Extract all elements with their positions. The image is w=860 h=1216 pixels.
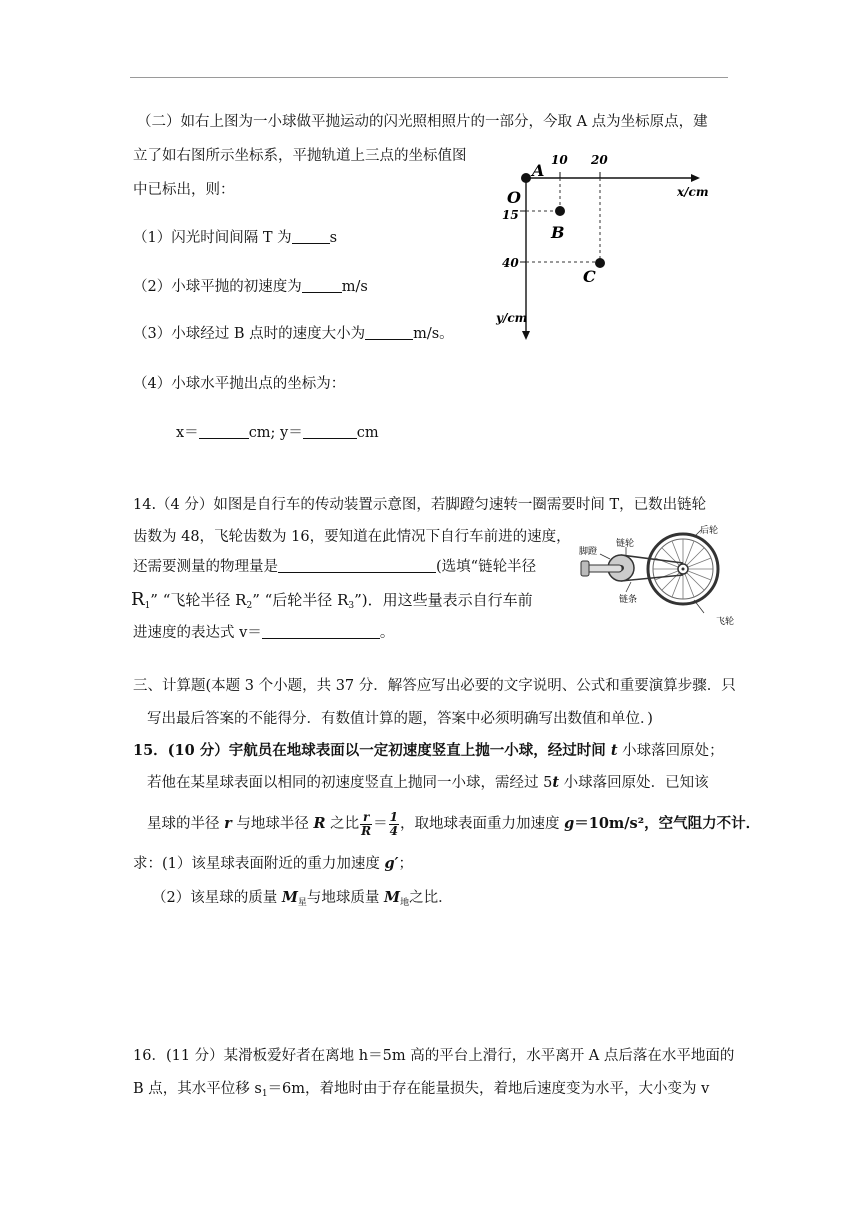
ratio-value-fraction bbox=[389, 811, 399, 838]
answer-blank-t[interactable] bbox=[292, 229, 330, 244]
q15-line-1 bbox=[133, 741, 724, 761]
r1-symbol: R bbox=[131, 589, 145, 610]
q16-line-1: 16．(11 分）某滑板爱好者在离地 h＝5m 高的平台上滑行，水平离开 A 点后落在水平地面的 bbox=[133, 1048, 735, 1064]
q14-line-5 bbox=[133, 623, 394, 643]
q14-line-3 bbox=[133, 557, 536, 577]
answer-blank-v[interactable] bbox=[262, 624, 380, 639]
y-tick-15: 15 bbox=[502, 208, 519, 222]
q15-line-1-b: 小球落回原处； bbox=[617, 743, 724, 759]
q15-line-3 bbox=[147, 808, 760, 840]
x-tick-10: 10 bbox=[551, 153, 568, 167]
q15-m-star-symbol: M bbox=[281, 889, 298, 906]
question-1-text: （1）闪光时间间隔 T 为 bbox=[133, 230, 292, 246]
section-3-heading: 三、计算题(本题 3 个小题，共 37 分．解答应写出必要的文字说明、公式和重要演算步骤．只 bbox=[133, 678, 736, 694]
y-tick-40: 40 bbox=[502, 256, 519, 270]
point-a-dot bbox=[521, 173, 531, 183]
question-4: （4）小球水平抛出点的坐标为： bbox=[133, 376, 346, 392]
q15-line-4-a: 求：(1）该星球表面附近的重力加速度 bbox=[133, 856, 385, 872]
q15-equals: ＝ bbox=[373, 816, 388, 832]
q15-line-3-b: 与地球半径 bbox=[231, 816, 314, 832]
part2-intro-line-3: 中已标出，则： bbox=[133, 182, 235, 198]
label-flywheel: 飞轮 bbox=[716, 617, 735, 627]
answer-blank-x[interactable] bbox=[199, 424, 249, 439]
fraction-denominator: R bbox=[361, 823, 372, 838]
q15-line-3-c: 之比 bbox=[325, 816, 360, 832]
q14-option-flywheel: ” “飞轮半径 R bbox=[150, 591, 247, 609]
x-axis-label: x/cm bbox=[677, 185, 709, 199]
q15-line-1-a: 15．(10 分）宇航员在地球表面以一定初速度竖直上抛一小球，经过时间 bbox=[133, 742, 611, 759]
fraction-4-denominator: 4 bbox=[389, 823, 398, 838]
q16-line-2-b: ＝6m，着地时由于存在能量损失，着地后速度变为水平，大小变为 v bbox=[267, 1081, 710, 1097]
q15-line-3-e: ＝10m/s²，空气阻力不计． bbox=[574, 815, 761, 832]
q15-m-star-subscript: 星 bbox=[297, 898, 307, 908]
part2-intro-line-1: （二）如右上图为一小球做平抛运动的闪光照相照片的一部分，今取 A 点为坐标原点，建 bbox=[137, 114, 708, 130]
q15-r-symbol: r bbox=[224, 815, 232, 832]
question-2-text: （2）小球平抛的初速度为 bbox=[133, 279, 302, 295]
r1-subscript: 1 bbox=[144, 601, 151, 611]
x-label: x＝ bbox=[176, 425, 199, 441]
question-3 bbox=[133, 324, 454, 344]
label-rear-wheel: 后轮 bbox=[700, 526, 719, 536]
point-c-dot bbox=[595, 258, 605, 268]
part2-intro-line-2: 立了如右图所示坐标系，平抛轨道上三点的坐标值图 bbox=[133, 148, 467, 164]
q15-line-5-b: 与地球质量 bbox=[306, 890, 385, 906]
q15-g-prime-symbol: g′ bbox=[384, 855, 399, 872]
question-3-unit: m/s。 bbox=[413, 326, 454, 342]
q15-line-3-d: ，取地球表面重力加速度 bbox=[399, 816, 565, 832]
q14-line-5-end: 。 bbox=[379, 625, 395, 641]
question-1-unit: s bbox=[329, 230, 338, 246]
q15-line-4-b: ； bbox=[398, 856, 413, 872]
q15-line-3-a: 星球的半径 bbox=[147, 816, 225, 832]
point-b-label: B bbox=[551, 223, 565, 242]
q15-line-2 bbox=[147, 773, 709, 793]
q15-m-earth-symbol: M bbox=[384, 889, 401, 906]
q15-line-5 bbox=[152, 888, 453, 913]
q15-line-2-a: 若他在某星球表面以相同的初速度竖直上抛同一小球，需经过 5 bbox=[147, 775, 553, 791]
label-pedal: 脚蹬 bbox=[579, 547, 598, 557]
question-3-text: （3）小球经过 B 点时的速度大小为 bbox=[133, 326, 366, 342]
y-unit: cm bbox=[356, 425, 379, 441]
x-unit-y-label: cm; y＝ bbox=[248, 425, 303, 441]
q15-line-2-b: 小球落回原处．已知该 bbox=[559, 775, 709, 791]
q15-5t-symbol: t bbox=[552, 774, 560, 791]
section-3-instructions: 写出最后答案的不能得分．有数值计算的题，答案中必须明确写出数值和单位．) bbox=[147, 711, 653, 727]
fraction-1-numerator: 1 bbox=[389, 809, 398, 824]
answer-blank-quantity[interactable] bbox=[278, 558, 436, 573]
q14-option-rear: ” “后轮半径 R bbox=[252, 591, 349, 609]
x-tick-20: 20 bbox=[591, 153, 608, 167]
q14-line-2: 齿数为 48，飞轮齿数为 16，要知道在此情况下自行车前进的速度， bbox=[133, 529, 571, 545]
answer-blank-y[interactable] bbox=[303, 424, 357, 439]
fraction-numerator: r bbox=[360, 811, 372, 825]
q16-line-2-a: B 点，其水平位移 s bbox=[133, 1081, 262, 1097]
q15-R-symbol: R bbox=[313, 815, 326, 832]
point-a-label: A bbox=[532, 161, 545, 180]
q16-s1-subscript: 1 bbox=[261, 1089, 268, 1099]
q15-line-5-c: 之比． bbox=[409, 890, 453, 906]
q14-line-5-text: 进速度的表达式 v＝ bbox=[133, 625, 262, 641]
y-axis-label: y/cm bbox=[496, 311, 528, 325]
bicycle-drive-figure bbox=[576, 518, 746, 630]
q14-line-4 bbox=[131, 590, 533, 616]
q15-g-symbol: g bbox=[564, 815, 575, 832]
header-rule bbox=[130, 77, 728, 78]
coordinate-graph bbox=[490, 148, 720, 348]
q15-line-5-a: （2）该星球的质量 bbox=[152, 890, 282, 906]
radius-ratio-fraction bbox=[360, 811, 372, 838]
answer-blank-vb[interactable] bbox=[365, 325, 413, 340]
q16-line-2 bbox=[133, 1079, 709, 1104]
question-2 bbox=[133, 277, 368, 297]
question-1 bbox=[133, 228, 337, 248]
q14-line-1: 14.（4 分）如图是自行车的传动装置示意图，若脚蹬匀速转一圈需要时间 T，已数出链轮 bbox=[133, 497, 707, 513]
q15-m-earth-subscript: 地 bbox=[400, 898, 410, 908]
answer-blank-v0[interactable] bbox=[302, 278, 342, 293]
q14-line-3-text: 还需要测量的物理量是 bbox=[133, 559, 278, 575]
origin-label: O bbox=[507, 188, 521, 207]
q15-line-4 bbox=[133, 854, 413, 874]
label-chainring: 链轮 bbox=[616, 539, 635, 549]
label-chain: 链条 bbox=[619, 595, 638, 605]
r3-subscript: 3 bbox=[348, 601, 355, 611]
r2-subscript: 2 bbox=[246, 601, 253, 611]
question-2-unit: m/s bbox=[341, 279, 368, 295]
question-4-answers bbox=[176, 423, 379, 443]
q14-line-3-options: (选填“链轮半径 bbox=[436, 559, 537, 575]
q14-line-4-tail: ”)．用这些量表示自行车前 bbox=[354, 591, 533, 609]
point-c-label: C bbox=[583, 267, 596, 286]
point-b-dot bbox=[555, 206, 565, 216]
q15-t-symbol: t bbox=[610, 742, 618, 759]
